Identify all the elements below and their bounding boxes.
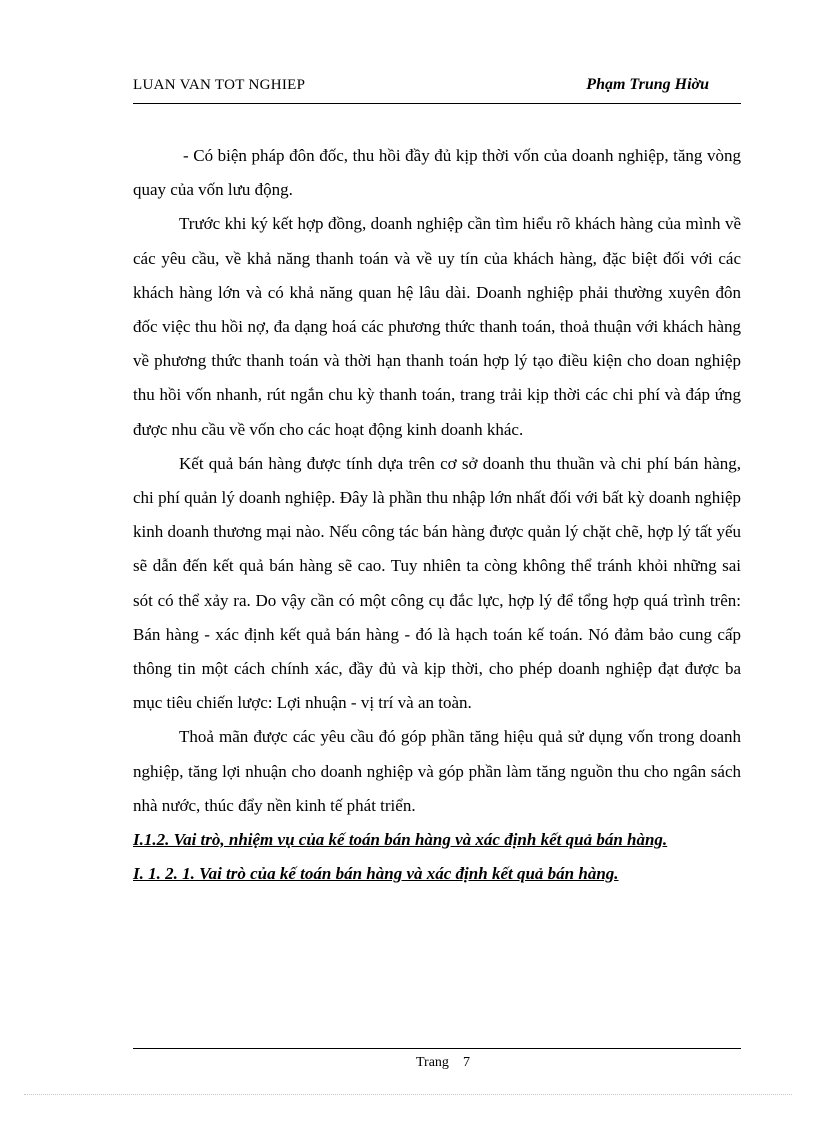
footer-divider xyxy=(133,1048,741,1049)
paragraph-1: - Có biện pháp đôn đốc, thu hồi đầy đủ kịp thời vốn của doanh nghiệp, tăng vòng quay của vốn lưu động. xyxy=(133,146,741,200)
header-author-name: Phạm Trung Hiờu xyxy=(586,76,709,93)
paragraph-4: Thoả mãn được các yêu cầu đó góp phần tăng hiệu quả sử dụng vốn trong doanh nghiệp, tăng lợi nhuận cho doanh nghiệp và góp phần làm tăng nguồn thu cho ngân sách nhà nước, thúc đẩy nền kinh tế phát triển. xyxy=(133,727,741,815)
section-heading-1-1-2-1: I. 1. 2. 1. Vai trò của kế toán bán hàng và xác định kết quả bán hàng. xyxy=(133,864,619,884)
document-body xyxy=(133,139,741,891)
section-heading-1-1-2: I.1.2. Vai trò, nhiệm vụ của kế toán bán hàng và xác định kết quả bán hàng. xyxy=(133,830,668,850)
page-header xyxy=(133,74,739,98)
header-divider xyxy=(133,103,741,104)
page-bottom-border xyxy=(24,1094,792,1095)
footer-page-label: Trang xyxy=(416,1055,449,1070)
paragraph-3: Kết quả bán hàng được tính dựa trên cơ sở doanh thu thuần và chi phí bán hàng, chi phí quản lý doanh nghiệp. Đây là phần thu nhập lớn nhất đối với bất kỳ doanh nghiệp kinh doanh thương mại nào. Nếu công tác bán hàng được quản lý chặt chẽ, hợp lý tất yếu sẽ dẫn đến kết quả bán hàng sẽ cao. Tuy nhiên ta còng không thể tránh khỏi những sai sót có thể xảy ra. Do vậy cần có một công cụ đắc lực, hợp lý để tổng hợp quá trình trên: Bán hàng - xác định kết quả bán hàng - đó là hạch toán kế toán. Nó đảm bảo cung cấp thông tin một cách chính xác, đầy đủ và kịp thời, cho phép doanh nghiệp đạt được ba mục tiêu chiến lược: Lợi nhuận - vị trí và an toàn. xyxy=(133,453,741,713)
footer-page-number: 7 xyxy=(462,1055,470,1070)
page-footer xyxy=(416,1053,470,1073)
header-thesis-title: LUAN VAN TOT NGHIEP xyxy=(133,77,306,93)
paragraph-2: Trước khi ký kết hợp đồng, doanh nghiệp cần tìm hiểu rõ khách hàng của mình về các yêu cầu, về khả năng thanh toán và về uy tín của khách hàng, đặc biệt đối với các khách hàng lớn và có khả năng quan hệ lâu dài. Doanh nghiệp phải thường xuyên đôn đốc việc thu hồi nợ, đa dạng hoá các phương thức thanh toán, thoả thuận với khách hàng về phương thức thanh toán và thời hạn thanh toán hợp lý tạo điều kiện cho doan nghiệp thu hồi vốn nhanh, rút ngắn chu kỳ thanh toán, trang trải kịp thời các chi phí và đáp ứng được nhu cầu về vốn cho các hoạt động kinh doanh khác. xyxy=(133,214,741,439)
